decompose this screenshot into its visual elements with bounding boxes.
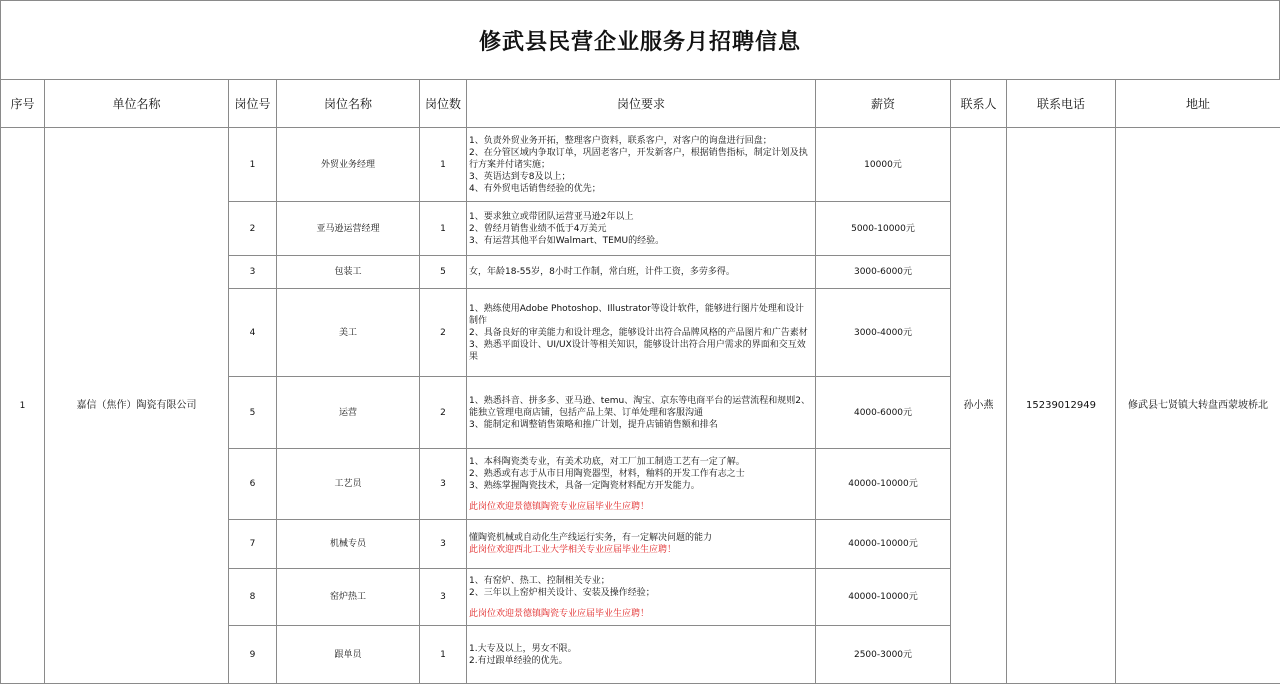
- requirement-line: 3、英语达到专8及以上；: [469, 171, 571, 182]
- header-post-no: 岗位号: [229, 80, 277, 128]
- post-count-cell: 1: [420, 626, 467, 684]
- post-count-cell: 1: [420, 128, 467, 202]
- requirements-cell: [467, 256, 816, 289]
- post-no-cell: 2: [229, 202, 277, 256]
- page-title: 修武县民营企业服务月招聘信息: [478, 28, 801, 55]
- requirement-line: 2、具备良好的审美能力和设计理念，能够设计出符合品牌风格的产品图片和广告素材: [469, 327, 808, 338]
- header-company: 单位名称: [45, 80, 229, 128]
- post-name-cell: 美工: [277, 289, 420, 377]
- requirement-spacer: [469, 599, 812, 608]
- post-name-cell: 亚马逊运营经理: [277, 202, 420, 256]
- header-post-name: 岗位名称: [277, 80, 420, 128]
- recruitment-note: 此岗位欢迎景德镇陶瓷专业应届毕业生应聘！: [469, 608, 650, 619]
- post-count-cell: 3: [420, 569, 467, 626]
- post-no-cell: 5: [229, 377, 277, 449]
- recruitment-note: 此岗位欢迎西北工业大学相关专业应届毕业生应聘！: [469, 545, 677, 555]
- post-name-cell: 窑炉热工: [277, 569, 420, 626]
- recruitment-table: [0, 79, 1280, 684]
- company-name-cell: 嘉信（焦作）陶瓷有限公司: [45, 128, 229, 684]
- salary-cell: 40000-10000元: [816, 520, 951, 569]
- requirement-line: 3、熟悉平面设计、UI/UX设计等相关知识，能够设计出符合用户需求的界面和交互效果: [469, 339, 806, 362]
- requirement-line: 懂陶瓷机械或自动化生产线运行实务，有一定解决问题的能力: [469, 533, 713, 543]
- requirement-line: 4、有外贸电话销售经验的优先；: [469, 183, 601, 194]
- requirements-cell: [467, 128, 816, 202]
- address-cell: 修武县七贤镇大转盘西蒙坡桥北: [1116, 128, 1280, 684]
- table-body: [1, 128, 1280, 684]
- post-count-cell: 3: [420, 520, 467, 569]
- post-name-cell: 跟单员: [277, 626, 420, 684]
- post-name-cell: 工艺员: [277, 449, 420, 520]
- post-no-cell: 9: [229, 626, 277, 684]
- requirement-line: 2、曾经月销售业绩不低于4万美元: [469, 223, 607, 234]
- header-row: [1, 80, 1280, 128]
- header-address: 地址: [1116, 80, 1280, 128]
- requirement-line: 2、在分管区域内争取订单，巩固老客户，开发新客户，根据销售指标，制定计划及执行方案并付诸实施；: [469, 147, 808, 170]
- post-no-cell: 7: [229, 520, 277, 569]
- requirement-line: 1、负责外贸业务开拓，整理客户资料，联系客户，对客户的询盘进行回盘；: [469, 135, 772, 146]
- recruitment-note: 此岗位欢迎景德镇陶瓷专业应届毕业生应聘！: [469, 501, 650, 512]
- requirement-line: 3、有运营其他平台如Walmart、TEMU的经验。: [469, 235, 665, 246]
- salary-cell: 2500-3000元: [816, 626, 951, 684]
- post-name-cell: 外贸业务经理: [277, 128, 420, 202]
- salary-cell: 4000-6000元: [816, 377, 951, 449]
- contact-person-cell: 孙小燕: [951, 128, 1007, 684]
- requirement-line: 1、本科陶瓷类专业，有美术功底，对工厂加工制造工艺有一定了解。: [469, 456, 745, 467]
- requirement-line: 3、熟练掌握陶瓷技术，具备一定陶瓷材料配方开发能力。: [469, 480, 700, 491]
- post-name-cell: 机械专员: [277, 520, 420, 569]
- requirement-line: 1、有窑炉、热工、控制相关专业；: [469, 575, 610, 586]
- post-no-cell: 8: [229, 569, 277, 626]
- requirement-line: 3、能制定和调整销售策略和推广计划，提升店铺销售额和排名: [469, 419, 718, 430]
- salary-cell: 3000-4000元: [816, 289, 951, 377]
- header-phone: 联系电话: [1007, 80, 1116, 128]
- requirements-cell: [467, 377, 816, 449]
- requirement-line: 1、熟悉抖音、拼多多、亚马逊、temu、淘宝、京东等电商平台的运营流程和规则2、能独立管理电商店铺，包括产品上架、订单处理和客服沟通: [469, 395, 810, 418]
- header-salary: 薪资: [816, 80, 951, 128]
- post-name-cell: 运营: [277, 377, 420, 449]
- requirement-line: 2、三年以上窑炉相关设计、安装及操作经验；: [469, 587, 655, 598]
- requirements-cell: [467, 569, 816, 626]
- post-name-cell: 包装工: [277, 256, 420, 289]
- requirements-cell: [467, 289, 816, 377]
- salary-cell: 3000-6000元: [816, 256, 951, 289]
- salary-cell: 5000-10000元: [816, 202, 951, 256]
- table-row: [1, 128, 1280, 202]
- header-post-count: 岗位数: [420, 80, 467, 128]
- requirements-cell: [467, 626, 816, 684]
- entry-seq-cell: 1: [1, 128, 45, 684]
- header-seq: 序号: [1, 80, 45, 128]
- requirements-cell: [467, 202, 816, 256]
- requirement-spacer: [469, 492, 812, 501]
- salary-cell: 40000-10000元: [816, 449, 951, 520]
- salary-cell: 10000元: [816, 128, 951, 202]
- post-count-cell: 3: [420, 449, 467, 520]
- post-no-cell: 4: [229, 289, 277, 377]
- post-count-cell: 1: [420, 202, 467, 256]
- post-no-cell: 1: [229, 128, 277, 202]
- post-no-cell: 6: [229, 449, 277, 520]
- salary-cell: 40000-10000元: [816, 569, 951, 626]
- requirement-line: 1、熟练使用Adobe Photoshop、Illustrator等设计软件，能够进行图片处理和设计制作: [469, 303, 804, 326]
- phone-cell: 15239012949: [1007, 128, 1116, 684]
- header-requirements: 岗位要求: [467, 80, 816, 128]
- requirements-cell: [467, 449, 816, 520]
- requirement-line: 2.有过跟单经验的优先。: [469, 655, 568, 666]
- post-count-cell: 5: [420, 256, 467, 289]
- requirement-line: 2、熟悉或有志于从市日用陶瓷器型，材料，釉料的开发工作有志之士: [469, 468, 745, 479]
- requirement-line: 1.大专及以上，男女不限。: [469, 643, 577, 654]
- requirement-line: 1、要求独立或带团队运营亚马逊2年以上: [469, 211, 634, 222]
- post-count-cell: 2: [420, 289, 467, 377]
- title-row: [0, 0, 1280, 79]
- requirements-cell: [467, 520, 816, 569]
- requirement-line: 女，年龄18-55岁，8小时工作制，常白班，计件工资，多劳多得。: [469, 267, 735, 277]
- header-contact: 联系人: [951, 80, 1007, 128]
- post-no-cell: 3: [229, 256, 277, 289]
- post-count-cell: 2: [420, 377, 467, 449]
